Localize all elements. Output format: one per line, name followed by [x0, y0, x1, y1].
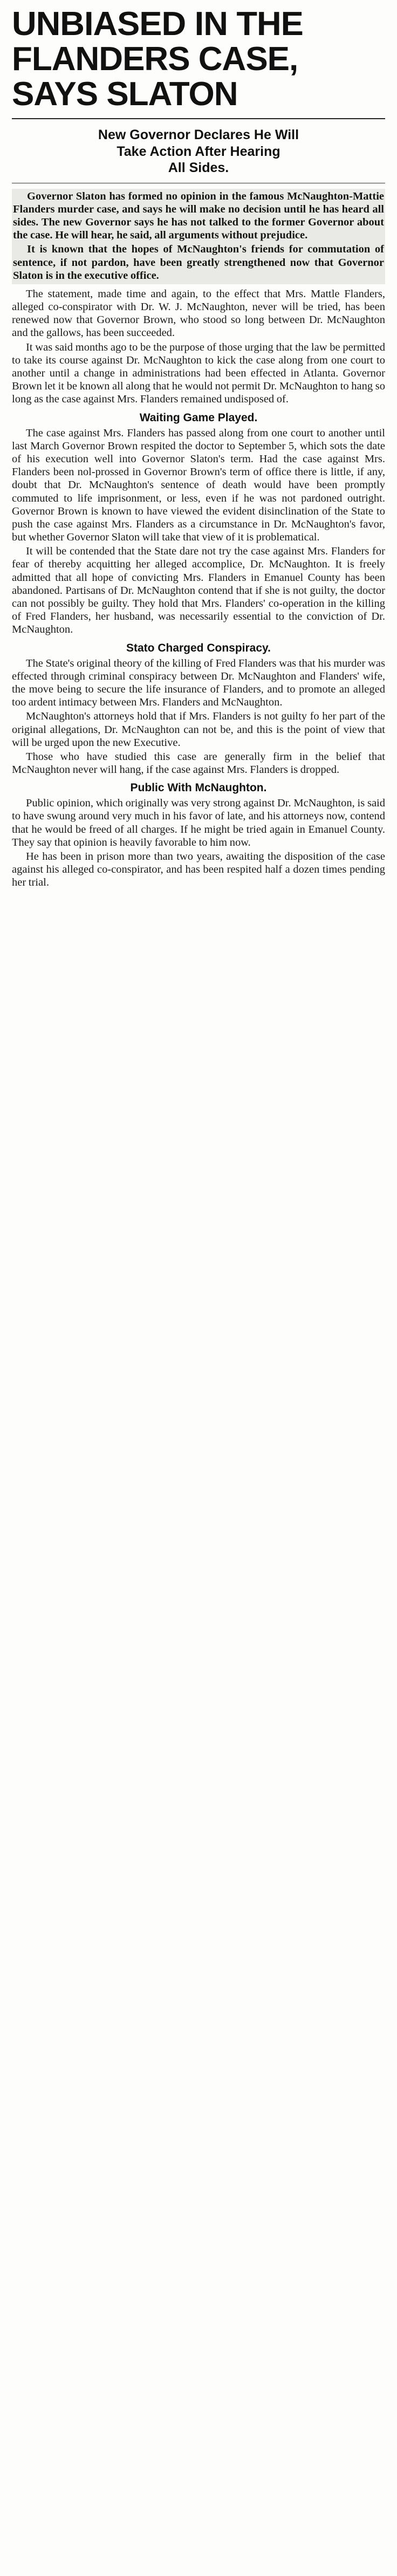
headline-divider	[12, 118, 385, 119]
body-paragraph-5: The State's original theory of the killing of Fred Flanders was that his murder was effected through criminal conspiracy between Dr. McNaughton and Flanders' wife, the move being to secure the life insurance of Flanders, and to promote an alleged too ardent intimacy between Mrs. Flanders and McNaughton.	[12, 657, 385, 709]
body-paragraph-6: McNaughton's attorneys hold that if Mrs. Flanders is not guilty fo her part of the original allegations, Dr. McNaughton can not be, and this is the point of view that will be urged upon the new Executive.	[12, 710, 385, 749]
body-paragraph-7: Those who have studied this case are generally firm in the belief that McNaughton never will hang, if the case against Mrs. Flanders is dropped.	[12, 750, 385, 776]
subheadline-line-2: Take Action After Hearing	[117, 143, 280, 159]
crosshead-waiting-game: Waiting Game Played.	[139, 411, 258, 424]
crosshead-state-charged-conspiracy: Stato Charged Conspiracy.	[126, 641, 271, 654]
body-paragraph-2: It was said months ago to be the purpose of those urging that the law be permitted to take its course against Dr. McNaughton to kick the case along from one court to another until a change in administrations had been effected in Atlanta. Governor Brown let it be known all along that he would not permit Dr. McNaughton to hang so long as the case against Mrs. Flanders remained undisposed of.	[12, 341, 385, 406]
headline-line-3: SAYS SLATON	[12, 76, 238, 113]
lede-block	[12, 189, 385, 284]
crosshead-public-with-mcnaughton: Public With McNaughton.	[130, 782, 267, 794]
body-paragraph-3: The case against Mrs. Flanders has passed along from one court to another until last March Governor Brown respited the doctor to September 5, which sots the date of his execution well into Governor Slaton's term. Had the case against Mrs. Flanders been nol-prossed in Governor Brown's term of office there is little, if any, doubt that Dr. McNaughton's sentence of death would have been promptly commuted to life imprisonment, or less, even if he was not pardoned outright. Governor Brown is known to have viewed the evident disinclination of the State to push the case against Mrs. Flanders as a circumstance in Dr. McNaughton's favor, but whether Governor Slaton will take that view of it is problematical.	[12, 427, 385, 544]
body-paragraph-9: He has been in prison more than two years, awaiting the disposition of the case against his alleged co-conspirator, and has been respited half a dozen times pending her trial.	[12, 851, 385, 889]
body-paragraph-4: It will be contended that the State dare not try the case against Mrs. Flanders for fear of thereby acquitting her alleged accomplice, Dr. McNaughton. It is freely admitted that all hope of convicting Mrs. Flanders in Emanuel County has been abandoned. Partisans of Dr. McNaughton contend that if she is not guilty, the doctor can not possibly be guilty. They hold that Mrs. Flanders' co-operation in the killing of Fred Flanders, her husband, was necessarily essential to the conviction of Dr. McNaughton.	[12, 545, 385, 636]
body-paragraph-1: The statement, made time and again, to the effect that Mrs. Mattle Flanders, alleged co-conspirator with Dr. W. J. McNaughton, never will be tried, has been renewed now that Governor Brown, who stood so long between Dr. McNaughton and the gallows, has been succeeded.	[12, 287, 385, 339]
subheadline-line-1: New Governor Declares He Will	[98, 127, 299, 143]
page-title	[12, 5, 385, 113]
lede-paragraph-1: Governor Slaton has formed no opinion in the famous McNaughton-Mattie Flanders murder case, and says he will make no decision until he has heard all sides. The new Governor says he has not talked to the former Governor about the case. He will hear, he said, all arguments without prejudice.	[13, 190, 384, 242]
subheadline-line-3: All Sides.	[168, 160, 229, 176]
body-paragraph-8: Public opinion, which originally was very strong against Dr. McNaughton, is said to have swung around very much in his favor of late, and his attorneys now, contend that he would be freed of all charges. If he might be tried again in Emanuel County. They say that opinion is heavily favorable to him now.	[12, 797, 385, 848]
subheadline	[17, 127, 380, 176]
headline-line-2: FLANDERS CASE,	[12, 40, 298, 78]
lede-paragraph-2: It is known that the hopes of McNaughton's friends for commutation of sentence, if not pardon, have been greatly strengthened now that Governor Slaton is in the executive office.	[13, 243, 384, 282]
headline-line-1: UNBIASED IN THE	[12, 5, 303, 43]
